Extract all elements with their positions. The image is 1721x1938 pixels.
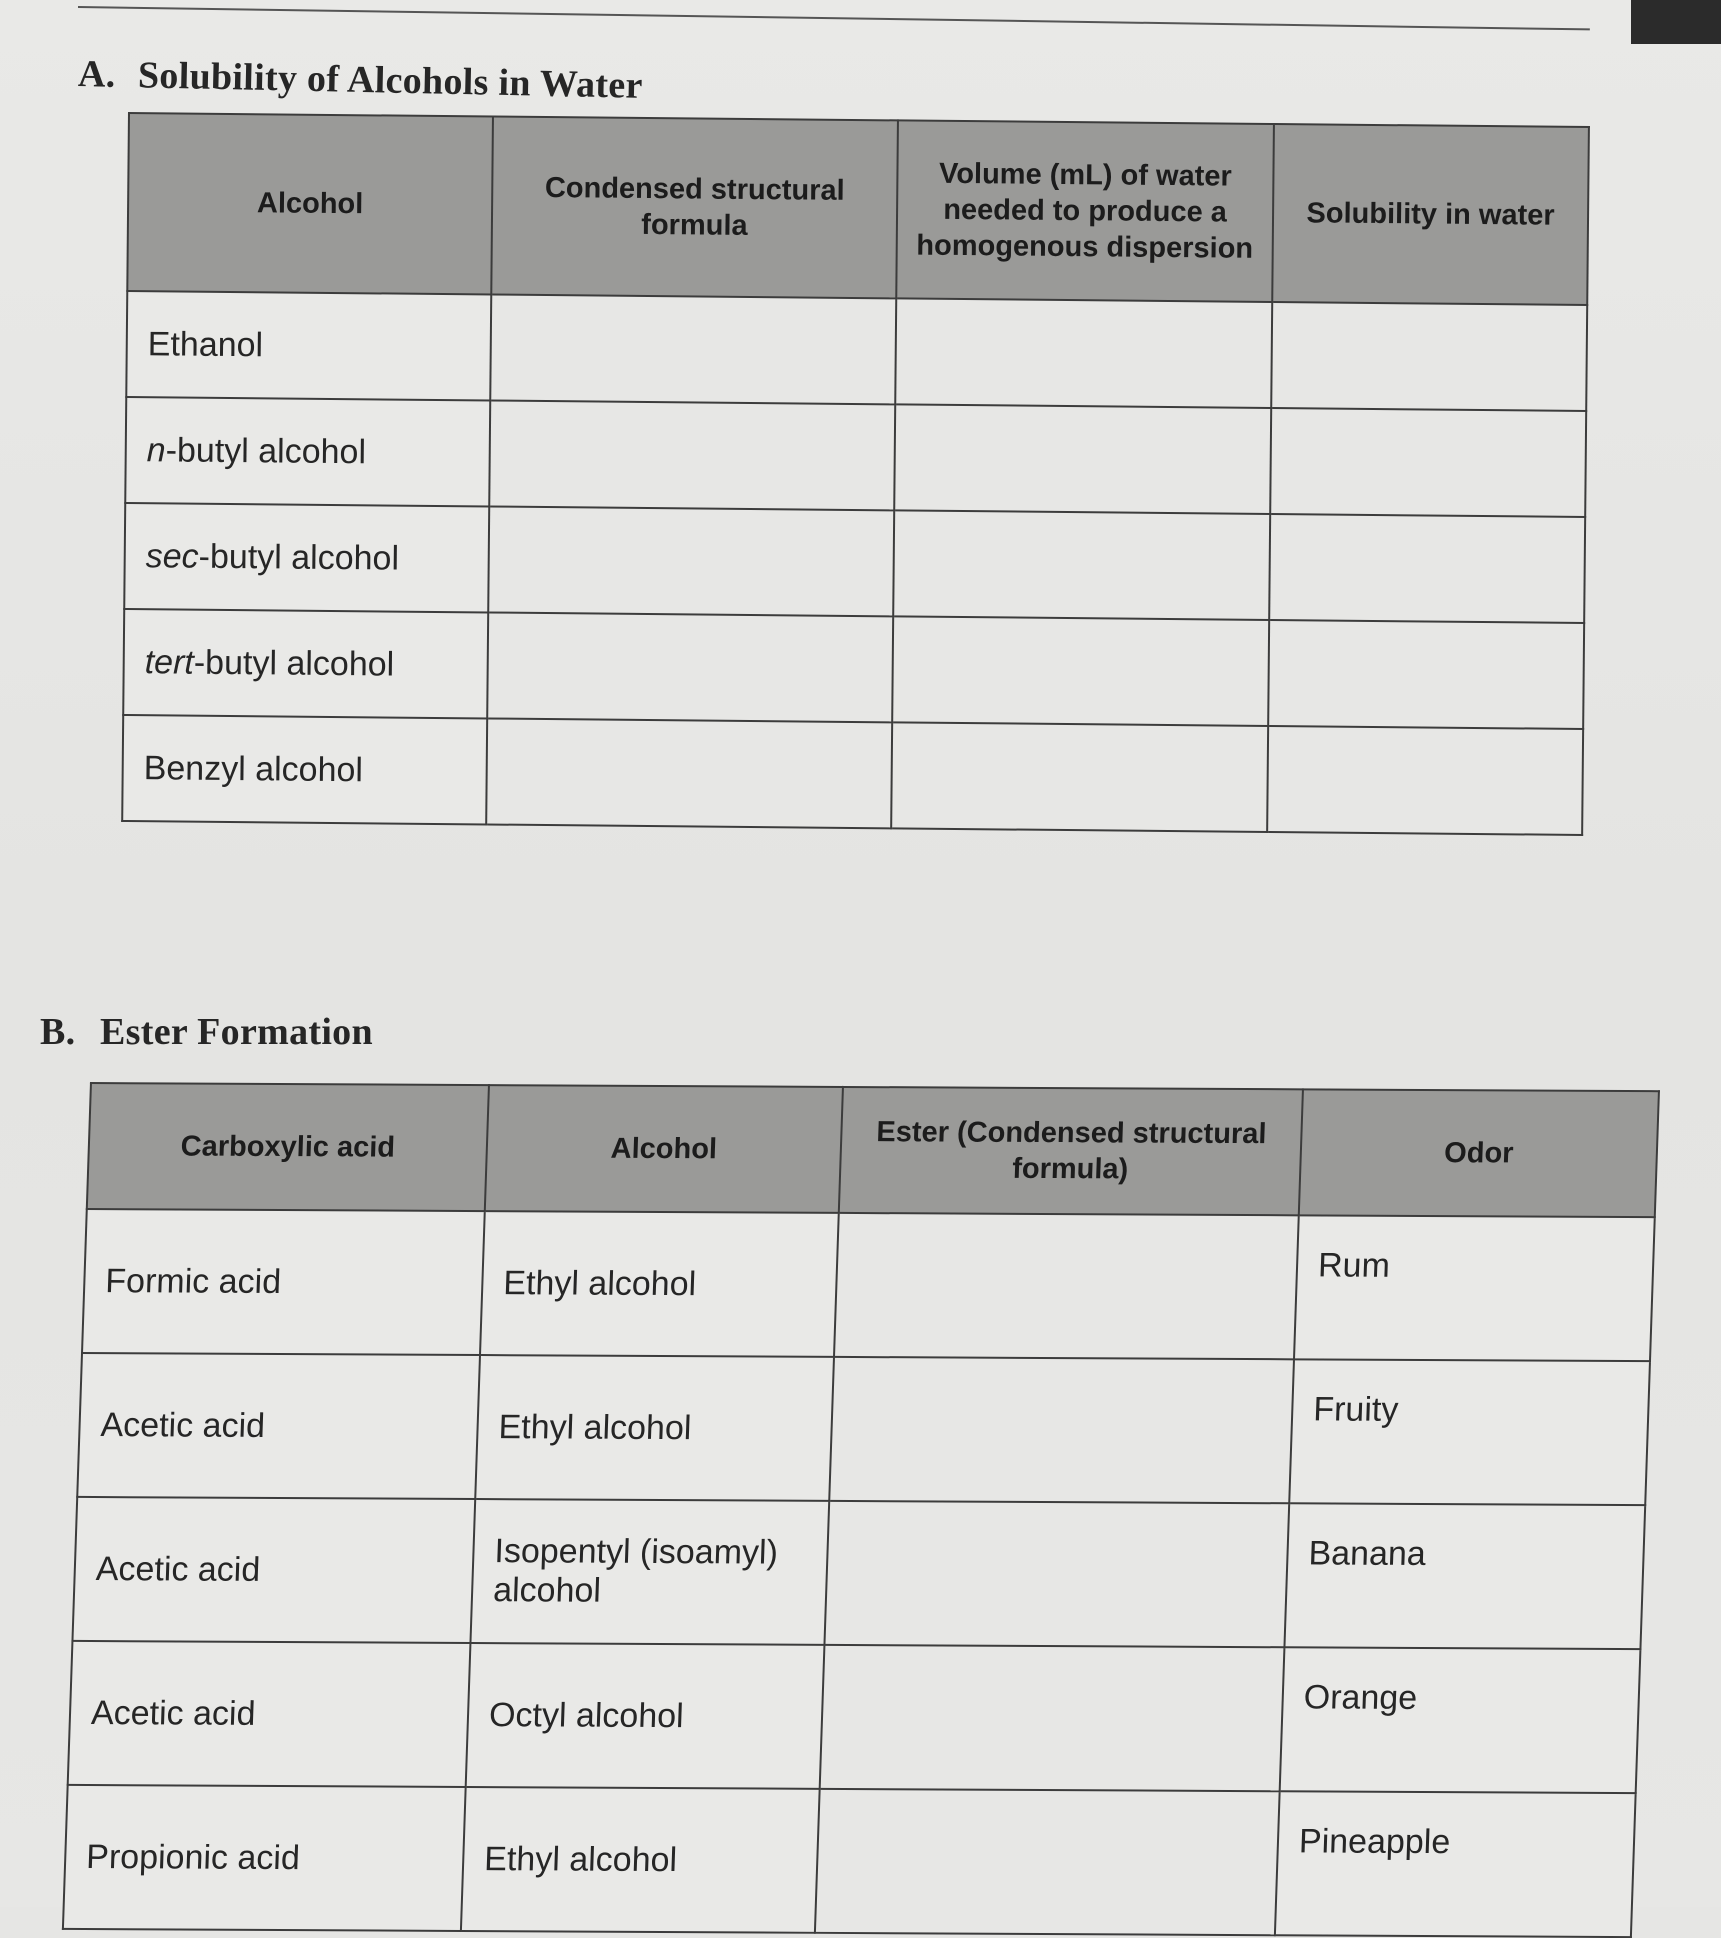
alcohol-prefix: sec (146, 537, 199, 576)
volume-answer-cell[interactable] (895, 298, 1272, 408)
solubility-answer-cell[interactable] (1268, 620, 1584, 729)
acid-cell: Acetic acid (68, 1641, 471, 1787)
alcohol-name-cell (124, 503, 489, 612)
section-b-letter: B. (40, 1010, 100, 1054)
ester-answer-cell[interactable] (834, 1213, 1299, 1359)
solubility-answer-cell[interactable] (1271, 302, 1587, 411)
ester-formation-table (62, 1082, 1660, 1938)
header-solubility: Solubility in water (1272, 124, 1589, 305)
header-water-volume: Volume (mL) of water needed to produce a homogenous dispersion (896, 120, 1274, 302)
alcohol-cell: Isopentyl (isoamyl) alcohol (470, 1499, 829, 1645)
odor-cell: Banana (1284, 1503, 1645, 1649)
solubility-answer-cell[interactable] (1269, 514, 1585, 623)
header-condensed-formula: Condensed structural formula (491, 117, 898, 299)
odor-cell: Fruity (1289, 1359, 1650, 1505)
alcohol-cell: Ethyl alcohol (480, 1211, 839, 1357)
section-a-heading (78, 52, 644, 108)
header-carboxylic-acid: Carboxylic acid (87, 1083, 489, 1211)
table-row (63, 1785, 1636, 1937)
top-divider-rule (78, 6, 1590, 30)
section-a-letter: A. (78, 52, 139, 97)
solubility-answer-cell[interactable] (1267, 726, 1583, 835)
table-row (77, 1353, 1650, 1505)
alcohol-name: -butyl alcohol (165, 431, 366, 471)
table-row (125, 397, 1586, 517)
table-row (126, 291, 1587, 411)
ester-answer-cell[interactable] (815, 1789, 1280, 1935)
table-row (82, 1209, 1655, 1361)
table-header-row (87, 1083, 1659, 1217)
formula-answer-cell[interactable] (488, 506, 894, 616)
header-odor: Odor (1299, 1089, 1659, 1217)
section-a-title: Solubility of Alcohols in Water (138, 54, 644, 107)
alcohol-name-cell (125, 397, 490, 506)
acid-cell: Acetic acid (77, 1353, 480, 1499)
alcohol-cell: Ethyl alcohol (461, 1787, 820, 1933)
alcohol-name: -butyl alcohol (194, 643, 395, 683)
header-alcohol: Alcohol (127, 113, 493, 294)
formula-answer-cell[interactable] (486, 718, 892, 828)
acid-cell: Formic acid (82, 1209, 485, 1355)
table-row (123, 609, 1584, 729)
section-b-title: Ester Formation (100, 1011, 373, 1053)
alcohol-cell: Ethyl alcohol (475, 1355, 834, 1501)
formula-answer-cell[interactable] (487, 612, 893, 722)
table-row (122, 715, 1583, 835)
header-alcohol: Alcohol (485, 1085, 843, 1213)
volume-answer-cell[interactable] (891, 722, 1268, 832)
header-ester-formula: Ester (Condensed structural formula) (839, 1087, 1303, 1215)
table-row (72, 1497, 1645, 1649)
ester-answer-cell[interactable] (829, 1357, 1294, 1503)
section-b-heading (40, 1010, 373, 1054)
alcohol-solubility-table (121, 112, 1590, 836)
volume-answer-cell[interactable] (892, 616, 1269, 726)
acid-cell: Propionic acid (63, 1785, 466, 1931)
volume-answer-cell[interactable] (894, 404, 1271, 514)
odor-cell: Orange (1280, 1647, 1641, 1793)
table-row (68, 1641, 1641, 1793)
formula-answer-cell[interactable] (490, 294, 896, 404)
table-header-row (127, 113, 1589, 305)
ester-answer-cell[interactable] (824, 1501, 1289, 1647)
table-row (124, 503, 1585, 623)
alcohol-name: Benzyl alcohol (144, 749, 364, 789)
page-corner-shadow (1631, 0, 1721, 44)
alcohol-name-cell (122, 715, 487, 824)
alcohol-cell: Octyl alcohol (466, 1643, 825, 1789)
acid-cell: Acetic acid (72, 1497, 475, 1643)
odor-cell: Pineapple (1275, 1791, 1636, 1937)
solubility-answer-cell[interactable] (1270, 408, 1586, 517)
odor-cell: Rum (1294, 1215, 1655, 1361)
volume-answer-cell[interactable] (893, 510, 1270, 620)
alcohol-name: -butyl alcohol (198, 537, 399, 577)
ester-answer-cell[interactable] (820, 1645, 1285, 1791)
alcohol-prefix: n (147, 431, 166, 469)
alcohol-name-cell (123, 609, 488, 718)
alcohol-name: Ethanol (148, 325, 264, 364)
alcohol-name-cell (126, 291, 491, 400)
formula-answer-cell[interactable] (489, 400, 895, 510)
alcohol-prefix: tert (145, 643, 194, 681)
